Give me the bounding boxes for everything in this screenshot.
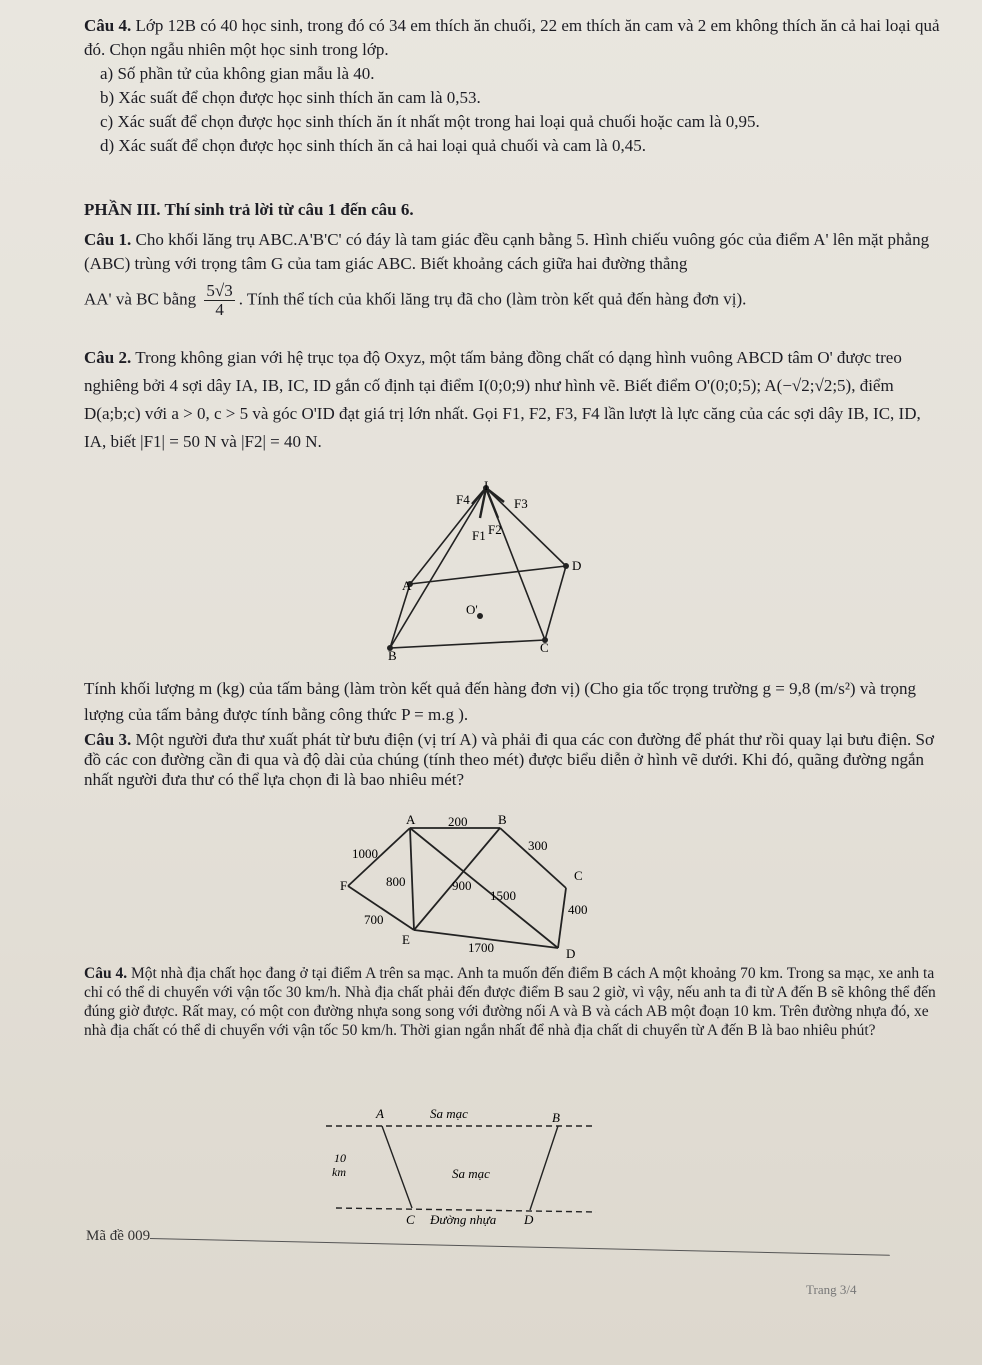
question-4-true-false bbox=[84, 14, 944, 158]
weight-CD: 400 bbox=[568, 902, 588, 917]
label-O: O' bbox=[466, 602, 478, 617]
question-2: Câu 2. Trong không gian với hệ trục tọa độ Oxyz, một tấm bảng đồng chất có dạng hình vuông ABCD tâm O' được treo nghiêng bởi 4 sợi dây IA, IB, IC, ID gắn cố định tại điểm I(0;0;9) như hình vẽ. Biết điểm O'(0;0;5); A(−√2;√2;5), điểm D(a;b;c) với a > 0, c > 5 và góc O'ID đạt giá trị lớn nhất. Gọi F1, F2, F3, F4 lần lượt là lực căng của các sợi dây IB, IC, ID, IA, biết |F1| = 50 N và |F2| = 40 N. bbox=[84, 348, 921, 451]
point-B: B bbox=[552, 1110, 560, 1125]
point-D: D bbox=[524, 1212, 534, 1227]
question-2-continued: Tính khối lượng m (kg) của tấm bảng (làm tròn kết quả đến hàng đơn vị) (Cho gia tốc trọng trường g = 9,8 (m/s²) và trọng lượng của tấm bảng được tính bằng công thức P = m.g ). bbox=[84, 679, 917, 724]
q1-line2: AA' và BC bằng $\frac{5√3}{4}$ . Tính thể tích của khối lăng trụ đã cho (làm tròn kết quả đến hàng đơn vị). bbox=[84, 281, 747, 319]
q4a-option-c: c) Xác suất để chọn được học sinh thích ăn ít nhất một trong hai loại quả chuối hoặc cam là 0,95. bbox=[100, 112, 760, 131]
q4a-option-d: d) Xác suất để chọn được học sinh thích ăn cả hai loại quả chuối và cam là 0,45. bbox=[100, 136, 646, 155]
label-F2: F2 bbox=[488, 522, 502, 537]
desert-label-top: Sa mạc bbox=[430, 1106, 468, 1121]
node-A: A bbox=[406, 812, 416, 827]
desert-road-diagram bbox=[326, 1100, 616, 1230]
weight-AB: 200 bbox=[448, 814, 468, 829]
road-label: Đường nhựa bbox=[430, 1212, 497, 1227]
weight-AF: 1000 bbox=[352, 846, 378, 861]
weight-BE: 1500 bbox=[490, 888, 516, 903]
desert-label-mid: Sa mạc bbox=[452, 1166, 490, 1181]
weight-FE: 700 bbox=[364, 912, 384, 927]
exam-code: Mã đề 009 bbox=[86, 1228, 151, 1244]
weight-AD: 900 bbox=[452, 878, 472, 893]
part-3-heading: PHẦN III. Thí sinh trả lời từ câu 1 đến câu 6. bbox=[84, 200, 414, 219]
footer-divider bbox=[150, 1238, 890, 1256]
point-C: C bbox=[406, 1212, 415, 1227]
node-B: B bbox=[498, 812, 507, 827]
weight-BC: 300 bbox=[528, 838, 548, 853]
point-A: A bbox=[376, 1106, 384, 1121]
node-F: F bbox=[340, 878, 348, 893]
question-4-short: Câu 4. Một nhà địa chất học đang ở tại điểm A trên sa mạc. Anh ta muốn đến điểm B cách A một khoảng 70 km. Trong sa mạc, xe anh ta chỉ có thể di chuyển với vận tốc 30 km/h. Nhà địa chất phải đến được điểm B sau 2 giờ, vì vậy, nếu anh ta đi từ A đến B sẽ không thể đến đúng giờ được. Rất may, có một con đường nhựa song song với đường nối A và B và cách AB một đoạn 10 km. Trên đường nhựa đó, xe nhà địa chất có thể di chuyển với vận tốc 50 km/h. Thời gian ngắn nhất để nhà địa chất di chuyển từ A đến B là bao nhiêu phút? bbox=[84, 965, 936, 1039]
label-F4: F4 bbox=[456, 492, 470, 507]
q4a-option-b: b) Xác suất để chọn được học sinh thích ăn cam là 0,53. bbox=[100, 88, 481, 107]
label-F1: F1 bbox=[472, 528, 486, 543]
label-C: C bbox=[540, 640, 549, 655]
node-D: D bbox=[566, 946, 576, 961]
label-F3: F3 bbox=[514, 496, 528, 511]
fraction: $\frac{5√3}{4}$ bbox=[206, 281, 233, 319]
weight-AE: 800 bbox=[386, 874, 406, 889]
question-3: Câu 3. Một người đưa thư xuất phát từ bưu điện (vị trí A) và phải đi qua các con đường để phát thư rồi quay lại bưu điện. Sơ đồ các con đường cần đi qua và độ dài của chúng (tính theo mét) được biểu diễn ở hình vẽ dưới. Khi đó, quãng đường ngắn nhất người đưa thư có thể lựa chọn đi là bao nhiêu mét? bbox=[84, 730, 934, 789]
label-A: A bbox=[402, 578, 412, 593]
label-I: I bbox=[484, 478, 489, 493]
q4a-option-a: a) Số phần tử của không gian mẫu là 40. bbox=[100, 64, 375, 83]
hanging-board-diagram bbox=[380, 478, 600, 664]
weight-ED: 1700 bbox=[468, 940, 494, 955]
label-B: B bbox=[388, 648, 397, 663]
distance-value: 10 bbox=[334, 1151, 346, 1165]
node-C: C bbox=[574, 868, 583, 883]
distance-unit: km bbox=[332, 1165, 346, 1179]
label-D: D bbox=[572, 558, 582, 573]
q4a-stem: Câu 4. Lớp 12B có 40 học sinh, trong đó có 34 em thích ăn chuối, 22 em thích ăn cam và 2 em không thích ăn cả hai loại quả đó. Chọn ngẫu nhiên một học sinh trong lớp. bbox=[84, 16, 940, 59]
node-E: E bbox=[402, 932, 410, 947]
page-number: Trang 3/4 bbox=[806, 1282, 857, 1297]
mail-route-graph bbox=[340, 812, 610, 962]
question-1: Câu 1. Cho khối lăng trụ ABC.A'B'C' có đáy là tam giác đều cạnh bằng 5. Hình chiếu vuông góc của điểm A' lên mặt phẳng (ABC) trùng với trọng tâm G của tam giác ABC. Biết khoảng cách giữa hai đường thẳng AA' và BC bằng $\frac{5√3}{4}$ . Tính thể tích của khối lăng trụ đã cho (làm tròn kết quả đến hàng đơn vị). bbox=[84, 228, 944, 319]
